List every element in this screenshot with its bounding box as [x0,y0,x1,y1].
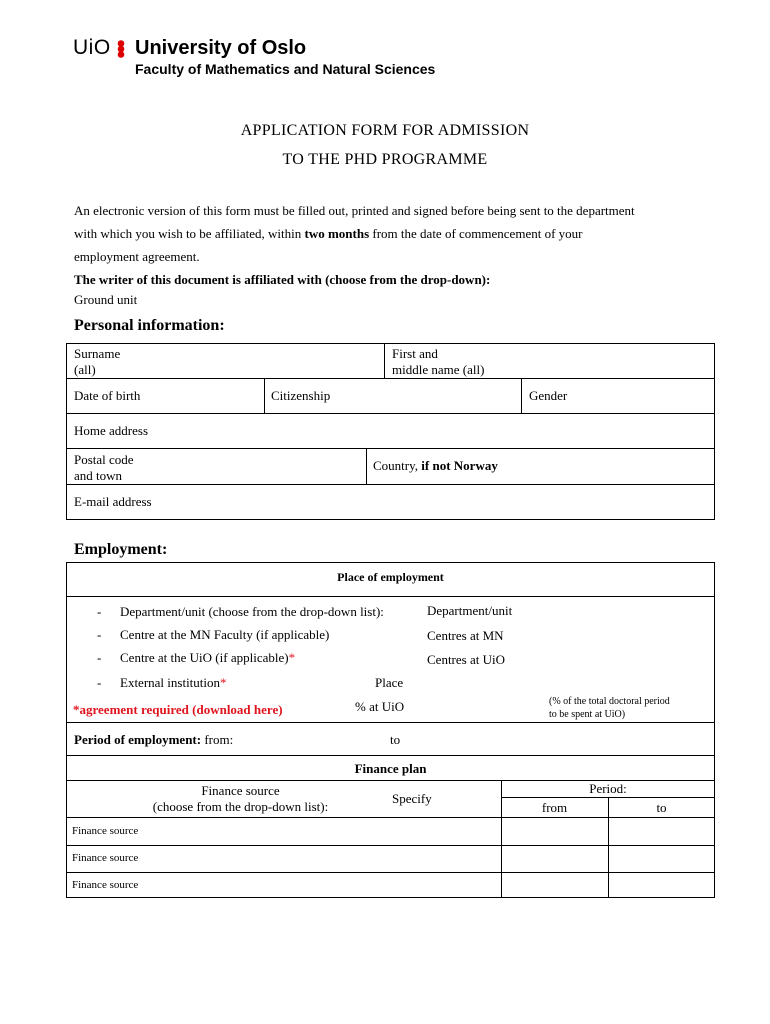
department-label: Department/unit (choose from the drop-down list): [120,604,384,619]
country-field[interactable]: Country, if not Norway [373,458,498,473]
finance-plan-header: Finance plan [354,761,427,776]
form-title-line1: APPLICATION FORM FOR ADMISSION [240,122,530,139]
intro-paragraph-line3: employment agreement. [74,249,200,264]
period-of-employment: Period of employment: from: [74,732,234,747]
finance-source-dropdown[interactable]: Finance source [72,879,139,891]
postal-code-field[interactable]: Postal code and town [74,452,134,483]
centre-mn-label: Centre at the MN Faculty (if applicable) [120,627,330,642]
place-field[interactable]: Place [375,675,404,690]
period-from-field[interactable]: from: [204,732,234,747]
period-to-field[interactable]: to [390,732,401,747]
centre-uio-dropdown[interactable]: Centres at UiO [427,652,505,667]
surname-field[interactable]: Surname (all) [74,346,121,377]
percent-note: (% of the total doctoral period to be spent at UiO) [549,696,670,720]
uio-logo-icon [116,40,126,58]
university-name: University of Oslo [135,37,307,59]
personal-info-heading: Personal information: [74,317,225,334]
home-address-field[interactable]: Home address [74,423,149,438]
affiliation-label: The writer of this document is affiliated with (choose from the drop-down): [74,272,491,287]
centre-mn-dropdown[interactable]: Centres at MN [427,628,504,643]
faculty-name: Faculty of Mathematics and Natural Sciences [135,61,436,77]
period-to-header: to [656,800,667,815]
first-name-field[interactable]: First and middle name (all) [392,346,485,377]
uio-logo-text: UiO [73,36,111,59]
list-dash: - [97,650,102,665]
period-from-header: from [541,800,568,815]
agreement-download-link[interactable]: *agreement required (download here) [73,702,283,717]
department-dropdown[interactable]: Department/unit [427,603,513,618]
centre-uio-label: Centre at the UiO (if applicable)* [120,650,296,665]
email-field[interactable]: E-mail address [74,494,152,509]
finance-source-dropdown[interactable]: Finance source [72,825,139,837]
employment-heading: Employment: [74,541,168,558]
list-dash: - [97,604,102,619]
external-institution-label: External institution* [120,675,227,690]
intro-paragraph-line2: with which you wish to be affiliated, within two months from the date of commencement of your [74,226,583,241]
specify-header: Specify [392,791,432,806]
place-of-employment-header: Place of employment [337,570,444,584]
citizenship-field[interactable]: Citizenship [271,388,331,403]
finance-source-header: Finance source (choose from the drop-down list): [152,783,329,814]
period-header: Period: [589,781,627,796]
gender-field[interactable]: Gender [529,388,568,403]
date-of-birth-field[interactable]: Date of birth [74,388,141,403]
intro-paragraph-line1: An electronic version of this form must be filled out, printed and signed before being sent to the department [74,203,635,218]
form-title-line2: TO THE PHD PROGRAMME [282,151,488,168]
affiliation-dropdown[interactable]: Ground unit [74,292,138,307]
list-dash: - [97,627,102,642]
percent-at-uio-field[interactable]: % at UiO [355,699,405,714]
list-dash: - [97,675,102,690]
finance-source-dropdown[interactable]: Finance source [72,852,139,864]
